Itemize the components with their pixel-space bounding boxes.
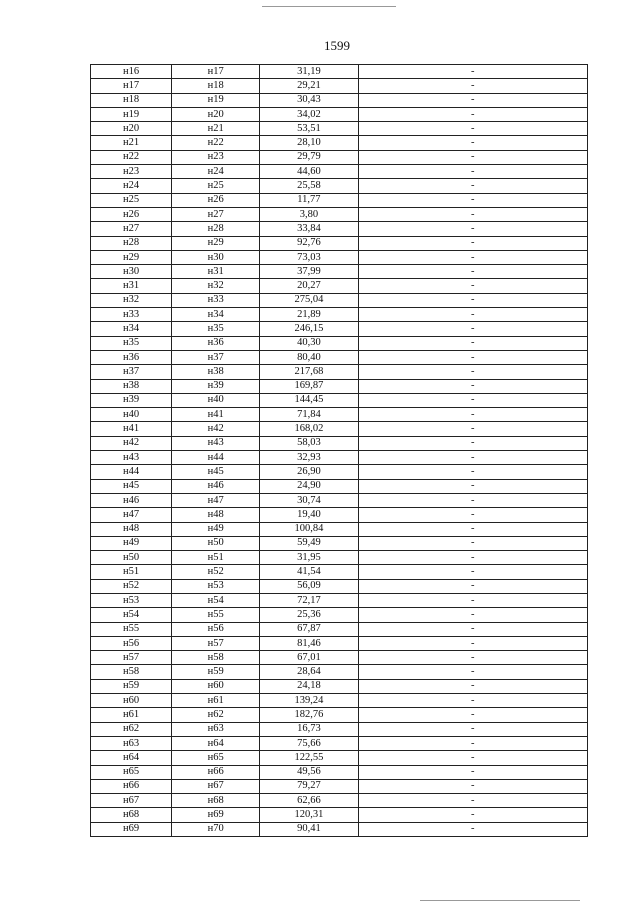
to-point-cell: н68 [172,794,260,808]
bottom-scan-rule [420,900,580,901]
distance-cell: 20,27 [260,279,358,293]
note-cell: - [358,694,587,708]
to-point-cell: н40 [172,393,260,407]
to-point-cell: н20 [172,107,260,121]
table-row [91,350,588,364]
from-point-cell: н57 [91,651,172,665]
distance-cell: 73,03 [260,250,358,264]
note-cell: - [358,422,587,436]
to-point-cell: н30 [172,250,260,264]
from-point-cell: н41 [91,422,172,436]
distance-cell: 56,09 [260,579,358,593]
note-cell: - [358,665,587,679]
table-row [91,465,588,479]
from-point-cell: н33 [91,308,172,322]
table-row [91,665,588,679]
distance-cell: 24,90 [260,479,358,493]
table-row [91,536,588,550]
table-row [91,322,588,336]
note-cell: - [358,179,587,193]
to-point-cell: н44 [172,451,260,465]
to-point-cell: н22 [172,136,260,150]
note-cell: - [358,193,587,207]
table-row [91,751,588,765]
page-number: 1599 [324,38,350,53]
to-point-cell: н34 [172,308,260,322]
note-cell: - [358,265,587,279]
table-row [91,293,588,307]
table-row [91,808,588,822]
to-point-cell: н67 [172,779,260,793]
to-point-cell: н25 [172,179,260,193]
note-cell: - [358,751,587,765]
from-point-cell: н62 [91,722,172,736]
note-cell: - [358,350,587,364]
to-point-cell: н70 [172,822,260,836]
from-point-cell: н67 [91,794,172,808]
from-point-cell: н68 [91,808,172,822]
from-point-cell: н48 [91,522,172,536]
to-point-cell: н69 [172,808,260,822]
to-point-cell: н65 [172,751,260,765]
to-point-cell: н61 [172,694,260,708]
from-point-cell: н38 [91,379,172,393]
distance-cell: 75,66 [260,736,358,750]
to-point-cell: н39 [172,379,260,393]
note-cell: - [358,493,587,507]
distance-cell: 30,43 [260,93,358,107]
note-cell: - [358,79,587,93]
table-row [91,150,588,164]
to-point-cell: н53 [172,579,260,593]
to-point-cell: н63 [172,722,260,736]
note-cell: - [358,93,587,107]
to-point-cell: н42 [172,422,260,436]
from-point-cell: н69 [91,822,172,836]
top-scan-rule [262,6,396,7]
from-point-cell: н23 [91,165,172,179]
table-row [91,79,588,93]
table-row [91,336,588,350]
to-point-cell: н64 [172,736,260,750]
note-cell: - [358,779,587,793]
from-point-cell: н29 [91,250,172,264]
table-row [91,493,588,507]
from-point-cell: н47 [91,508,172,522]
table-row [91,207,588,221]
note-cell: - [358,608,587,622]
distance-cell: 34,02 [260,107,358,121]
note-cell: - [358,579,587,593]
boundary-points-table [90,64,588,837]
from-point-cell: н55 [91,622,172,636]
to-point-cell: н62 [172,708,260,722]
to-point-cell: н50 [172,536,260,550]
distance-cell: 28,64 [260,665,358,679]
note-cell: - [358,679,587,693]
note-cell: - [358,651,587,665]
from-point-cell: н36 [91,350,172,364]
distance-cell: 26,90 [260,465,358,479]
table-row [91,708,588,722]
from-point-cell: н45 [91,479,172,493]
table-row [91,794,588,808]
distance-cell: 33,84 [260,222,358,236]
from-point-cell: н21 [91,136,172,150]
to-point-cell: н17 [172,65,260,79]
note-cell: - [358,436,587,450]
note-cell: - [358,408,587,422]
distance-cell: 67,01 [260,651,358,665]
to-point-cell: н21 [172,122,260,136]
distance-cell: 139,24 [260,694,358,708]
note-cell: - [358,150,587,164]
from-point-cell: н30 [91,265,172,279]
table-row [91,308,588,322]
note-cell: - [358,393,587,407]
to-point-cell: н60 [172,679,260,693]
table-row [91,565,588,579]
from-point-cell: н39 [91,393,172,407]
table-row [91,822,588,836]
note-cell: - [358,479,587,493]
to-point-cell: н47 [172,493,260,507]
note-cell: - [358,451,587,465]
from-point-cell: н35 [91,336,172,350]
distance-cell: 41,54 [260,565,358,579]
to-point-cell: н66 [172,765,260,779]
table-row [91,436,588,450]
to-point-cell: н51 [172,551,260,565]
distance-cell: 19,40 [260,508,358,522]
table-row [91,122,588,136]
from-point-cell: н18 [91,93,172,107]
from-point-cell: н59 [91,679,172,693]
from-point-cell: н16 [91,65,172,79]
to-point-cell: н37 [172,350,260,364]
distance-cell: 122,55 [260,751,358,765]
distance-cell: 29,79 [260,150,358,164]
to-point-cell: н54 [172,593,260,607]
to-point-cell: н31 [172,265,260,279]
table-row [91,522,588,536]
to-point-cell: н57 [172,636,260,650]
note-cell: - [358,165,587,179]
note-cell: - [358,536,587,550]
to-point-cell: н56 [172,622,260,636]
from-point-cell: н58 [91,665,172,679]
distance-cell: 169,87 [260,379,358,393]
table-row [91,679,588,693]
to-point-cell: н46 [172,479,260,493]
distance-cell: 31,95 [260,551,358,565]
note-cell: - [358,722,587,736]
table-row [91,408,588,422]
to-point-cell: н55 [172,608,260,622]
table-row [91,279,588,293]
note-cell: - [358,365,587,379]
note-cell: - [358,65,587,79]
table-row [91,608,588,622]
from-point-cell: н56 [91,636,172,650]
distance-cell: 80,40 [260,350,358,364]
from-point-cell: н25 [91,193,172,207]
distance-cell: 120,31 [260,808,358,822]
note-cell: - [358,622,587,636]
from-point-cell: н44 [91,465,172,479]
note-cell: - [358,765,587,779]
to-point-cell: н52 [172,565,260,579]
from-point-cell: н54 [91,608,172,622]
table-row [91,193,588,207]
note-cell: - [358,822,587,836]
from-point-cell: н27 [91,222,172,236]
distance-cell: 40,30 [260,336,358,350]
table-row [91,393,588,407]
from-point-cell: н51 [91,565,172,579]
to-point-cell: н28 [172,222,260,236]
table-row [91,508,588,522]
distance-cell: 58,03 [260,436,358,450]
note-cell: - [358,322,587,336]
table-row [91,365,588,379]
table-row [91,422,588,436]
distance-cell: 168,02 [260,422,358,436]
note-cell: - [358,308,587,322]
from-point-cell: н49 [91,536,172,550]
distance-cell: 11,77 [260,193,358,207]
table-row [91,779,588,793]
from-point-cell: н64 [91,751,172,765]
table-row [91,722,588,736]
table-row [91,636,588,650]
from-point-cell: н26 [91,207,172,221]
from-point-cell: н61 [91,708,172,722]
distance-cell: 182,76 [260,708,358,722]
from-point-cell: н46 [91,493,172,507]
distance-cell: 21,89 [260,308,358,322]
distance-cell: 44,60 [260,165,358,179]
distance-cell: 217,68 [260,365,358,379]
distance-cell: 49,56 [260,765,358,779]
to-point-cell: н38 [172,365,260,379]
table-row [91,451,588,465]
from-point-cell: н19 [91,107,172,121]
distance-cell: 246,15 [260,322,358,336]
note-cell: - [358,136,587,150]
distance-cell: 81,46 [260,636,358,650]
to-point-cell: н29 [172,236,260,250]
from-point-cell: н31 [91,279,172,293]
distance-cell: 28,10 [260,136,358,150]
table-row [91,651,588,665]
note-cell: - [358,465,587,479]
distance-cell: 72,17 [260,593,358,607]
note-cell: - [358,293,587,307]
note-cell: - [358,794,587,808]
from-point-cell: н17 [91,79,172,93]
from-point-cell: н40 [91,408,172,422]
to-point-cell: н41 [172,408,260,422]
to-point-cell: н45 [172,465,260,479]
note-cell: - [358,522,587,536]
table-row [91,236,588,250]
table-body [91,65,588,837]
table-row [91,93,588,107]
from-point-cell: н66 [91,779,172,793]
distance-cell: 53,51 [260,122,358,136]
to-point-cell: н35 [172,322,260,336]
table-row [91,65,588,79]
note-cell: - [358,551,587,565]
to-point-cell: н24 [172,165,260,179]
from-point-cell: н32 [91,293,172,307]
distance-cell: 16,73 [260,722,358,736]
note-cell: - [358,565,587,579]
table-row [91,179,588,193]
to-point-cell: н32 [172,279,260,293]
distance-cell: 29,21 [260,79,358,93]
from-point-cell: н53 [91,593,172,607]
distance-cell: 32,93 [260,451,358,465]
distance-cell: 275,04 [260,293,358,307]
table-row [91,265,588,279]
table-row [91,694,588,708]
distance-cell: 24,18 [260,679,358,693]
table-row [91,579,588,593]
note-cell: - [358,808,587,822]
to-point-cell: н49 [172,522,260,536]
to-point-cell: н59 [172,665,260,679]
note-cell: - [358,379,587,393]
table-row [91,165,588,179]
distance-cell: 67,87 [260,622,358,636]
note-cell: - [358,250,587,264]
distance-cell: 59,49 [260,536,358,550]
note-cell: - [358,122,587,136]
note-cell: - [358,336,587,350]
distance-cell: 25,58 [260,179,358,193]
distance-cell: 100,84 [260,522,358,536]
table-row [91,379,588,393]
table-row [91,136,588,150]
distance-cell: 90,41 [260,822,358,836]
note-cell: - [358,708,587,722]
to-point-cell: н27 [172,207,260,221]
to-point-cell: н33 [172,293,260,307]
distance-cell: 79,27 [260,779,358,793]
note-cell: - [358,207,587,221]
distance-cell: 3,80 [260,207,358,221]
distance-cell: 92,76 [260,236,358,250]
to-point-cell: н19 [172,93,260,107]
from-point-cell: н37 [91,365,172,379]
note-cell: - [358,736,587,750]
from-point-cell: н24 [91,179,172,193]
from-point-cell: н34 [91,322,172,336]
distance-cell: 31,19 [260,65,358,79]
from-point-cell: н63 [91,736,172,750]
from-point-cell: н60 [91,694,172,708]
from-point-cell: н22 [91,150,172,164]
table-row [91,622,588,636]
table-row [91,250,588,264]
to-point-cell: н43 [172,436,260,450]
from-point-cell: н20 [91,122,172,136]
note-cell: - [358,508,587,522]
table-row [91,222,588,236]
table-row [91,479,588,493]
distance-cell: 30,74 [260,493,358,507]
table-row [91,107,588,121]
distance-cell: 71,84 [260,408,358,422]
table-row [91,593,588,607]
table-row [91,736,588,750]
distance-cell: 144,45 [260,393,358,407]
from-point-cell: н65 [91,765,172,779]
from-point-cell: н43 [91,451,172,465]
to-point-cell: н18 [172,79,260,93]
distance-cell: 25,36 [260,608,358,622]
to-point-cell: н26 [172,193,260,207]
from-point-cell: н28 [91,236,172,250]
to-point-cell: н58 [172,651,260,665]
note-cell: - [358,279,587,293]
note-cell: - [358,236,587,250]
to-point-cell: н48 [172,508,260,522]
note-cell: - [358,222,587,236]
distance-cell: 37,99 [260,265,358,279]
to-point-cell: н36 [172,336,260,350]
distance-cell: 62,66 [260,794,358,808]
table-row [91,551,588,565]
note-cell: - [358,107,587,121]
from-point-cell: н52 [91,579,172,593]
to-point-cell: н23 [172,150,260,164]
from-point-cell: н50 [91,551,172,565]
note-cell: - [358,593,587,607]
from-point-cell: н42 [91,436,172,450]
note-cell: - [358,636,587,650]
table-row [91,765,588,779]
